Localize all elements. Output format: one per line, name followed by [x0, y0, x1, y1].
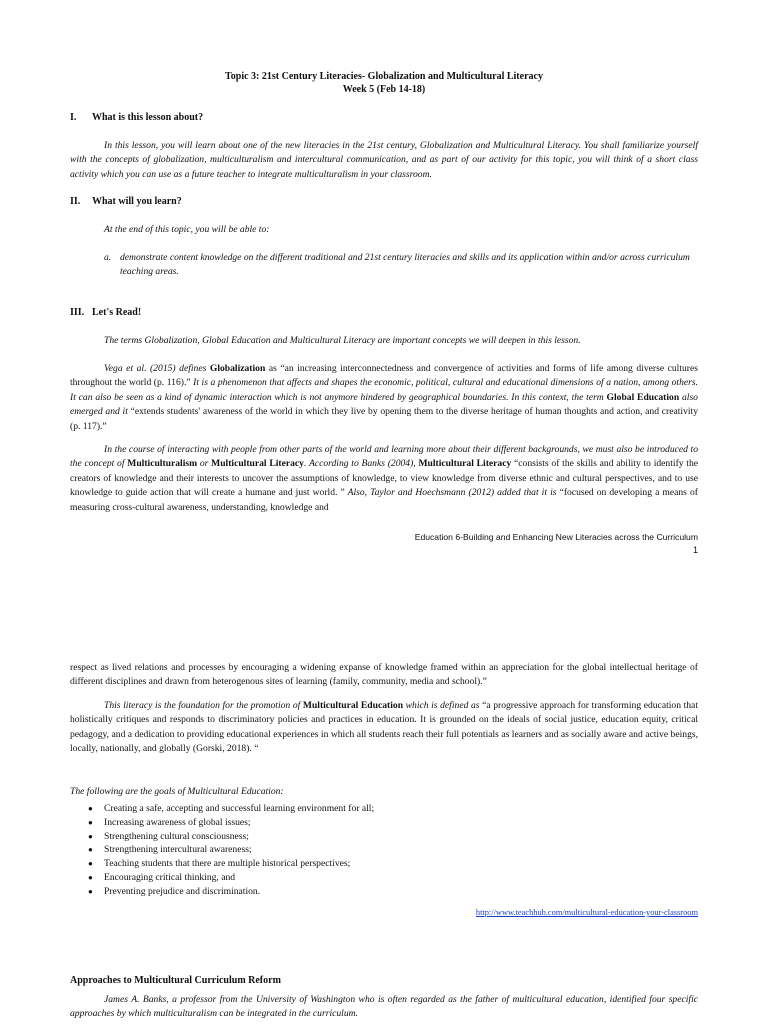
text-run: which is defined as — [403, 700, 483, 711]
multicultural-paragraph — [70, 443, 698, 515]
section-2-title: What will you learn? — [92, 196, 182, 207]
term-multiculturalism: Multiculturalism — [127, 458, 198, 470]
goals-list — [70, 802, 670, 899]
text-run: “a progressive approach for transforming education that holistically critiques and responds to discriminatory policies and practices in education. It is grounded on the ideals of social justice, education equity, critical pedagogy, and a dedication to providing educational experiences in which all students reach their full potentials as learners and as socially aware and active beings, locally, nationally, and globally (Gorski, 2018). “ — [70, 700, 698, 755]
section-1-title: What is this lesson about? — [92, 112, 204, 123]
list-item — [70, 816, 670, 830]
list-item — [70, 830, 670, 844]
term-globalization: Globalization — [209, 363, 266, 374]
goal-text: Strengthening intercultural awareness; — [104, 844, 252, 856]
list-item — [70, 843, 670, 857]
approaches-heading: Approaches to Multicultural Curriculum Reform — [70, 975, 281, 986]
term-global-education: Global Education — [606, 391, 680, 403]
bullet-icon: ● — [88, 886, 93, 896]
goal-text: Encouraging critical thinking, and — [104, 871, 236, 883]
multicultural-education-paragraph — [70, 699, 698, 757]
page-number: 1 — [692, 545, 698, 555]
list-item — [70, 871, 670, 885]
text-run: This literacy is the foundation for the promotion of — [104, 700, 303, 711]
list-item — [70, 857, 670, 871]
goals-intro: The following are the goals of Multicultural Education: — [70, 786, 284, 797]
section-3-number: III. — [70, 307, 85, 318]
bullet-icon: ● — [88, 831, 93, 841]
objective-label: a. — [104, 252, 112, 263]
term-multicultural-literacy: Multicultural Literacy — [211, 458, 304, 470]
text-run: “consists of the skills and ability to identify the creators of knowledge and their interests to uncover the assumptions of knowledge, to view knowledge from diverse ethnic and cultural perspectives, and to use knowledge to guide action that will create a humane and just world. ” — [70, 458, 699, 499]
section-3-title: Let's Read! — [92, 307, 142, 318]
globalization-paragraph — [70, 362, 698, 434]
text-run: It is a phenomenon that affects and shapes the economic, political, cultural and educational dimensions of a nation, among others. It can also be seen as a kind of dynamic interaction which is not anymore hindered by geographical boundaries. In this context, the term — [70, 377, 699, 403]
section-2-heading — [70, 195, 182, 209]
text-run: or — [197, 458, 212, 470]
bullet-icon: ● — [88, 817, 93, 827]
objective-text: demonstrate content knowledge on the different traditional and 21st century literacies and skills and its application within and/or across curriculum teaching areas. — [120, 252, 690, 278]
goal-text: Creating a safe, accepting and successful learning environment for all; — [104, 803, 375, 814]
bullet-icon: ● — [88, 804, 93, 813]
bullet-icon: ● — [88, 872, 93, 882]
goal-text: Increasing awareness of global issues; — [104, 816, 251, 828]
section-1-number: I. — [70, 112, 77, 123]
objective-item — [104, 251, 698, 280]
goal-text: Preventing prejudice and discrimination. — [104, 885, 261, 897]
text-run: . According to Banks (2004), — [303, 458, 419, 470]
section-2-number: II. — [70, 196, 81, 207]
lesson-week: Week 5 (Feb 14-18) — [342, 84, 426, 95]
text-run: as “an increasing interconnectedness and convergence of activities and forms of life among diverse cultures throughout the world (p. 116).” — [70, 363, 698, 389]
list-item — [70, 802, 670, 816]
section-3-intro: The terms Globalization, Global Education and Multicultural Literacy are important concepts we will deepen in this lesson. — [104, 335, 581, 346]
text-run: Vega et al. (2015) defines — [104, 363, 210, 374]
approaches-body: James A. Banks, a professor from the University of Washington who is often regarded as the father of multicultural education, identified four specific approaches by which multiculturalism can be integrated in the curriculum. — [70, 994, 698, 1020]
section-2-intro: At the end of this topic, you will be able to: — [104, 224, 270, 235]
teachhub-link[interactable]: http://www.teachhub.com/multicultural-education-your-classroom — [475, 908, 698, 917]
text-run: “focused on developing a means of measuring cross-cultural awareness, understanding, knowledge and — [70, 487, 698, 513]
page-footer-course: Education 6-Building and Enhancing New Literacies across the Curriculum — [414, 532, 698, 542]
section-1-heading — [70, 111, 203, 125]
text-run: In the course of interacting with people from other parts of the world and learning more about their different backgrounds, we must also be introduced to the concept of — [70, 444, 698, 470]
text-run: Also, Taylor and Hoechsmann (2012) added that it is — [344, 487, 560, 499]
section-1-body: In this lesson, you will learn about one of the new literacies in the 21st century, Globalization and Multicultural Literacy. You shall familiarize yourself with the concepts of globalization, multiculturalism and intercultural communication, and as part of our activity for this topic, you will think of a short class activity which you can use as a future teacher to integrate multiculturalism in your classroom. — [70, 140, 698, 180]
goal-text: Teaching students that there are multiple historical perspectives; — [104, 858, 351, 870]
term-multicultural-literacy: Multicultural Literacy — [418, 458, 512, 470]
continuation-paragraph: respect as lived relations and processes by encouraging a widening expanse of knowledge framed within an appreciation for the global intellectual heritage of different disciplines and drawn from heterogenous sites of learning (family, community, media and school).” — [70, 662, 698, 688]
bullet-icon: ● — [88, 859, 93, 869]
bullet-icon: ● — [88, 845, 93, 855]
goal-text: Strengthening cultural consciousness; — [104, 830, 249, 842]
section-3-heading — [70, 306, 141, 320]
term-multicultural-education: Multicultural Education — [302, 700, 404, 711]
text-run: also emerged and it — [70, 391, 698, 418]
list-item — [70, 885, 670, 899]
lesson-title: Topic 3: 21st Century Literacies- Globalization and Multicultural Literacy — [225, 71, 543, 82]
text-run: “extends students' awareness of the world in which they live by opening them to the diverse heritage of human thoughts and action, and creativity (p. 117).” — [70, 406, 698, 432]
